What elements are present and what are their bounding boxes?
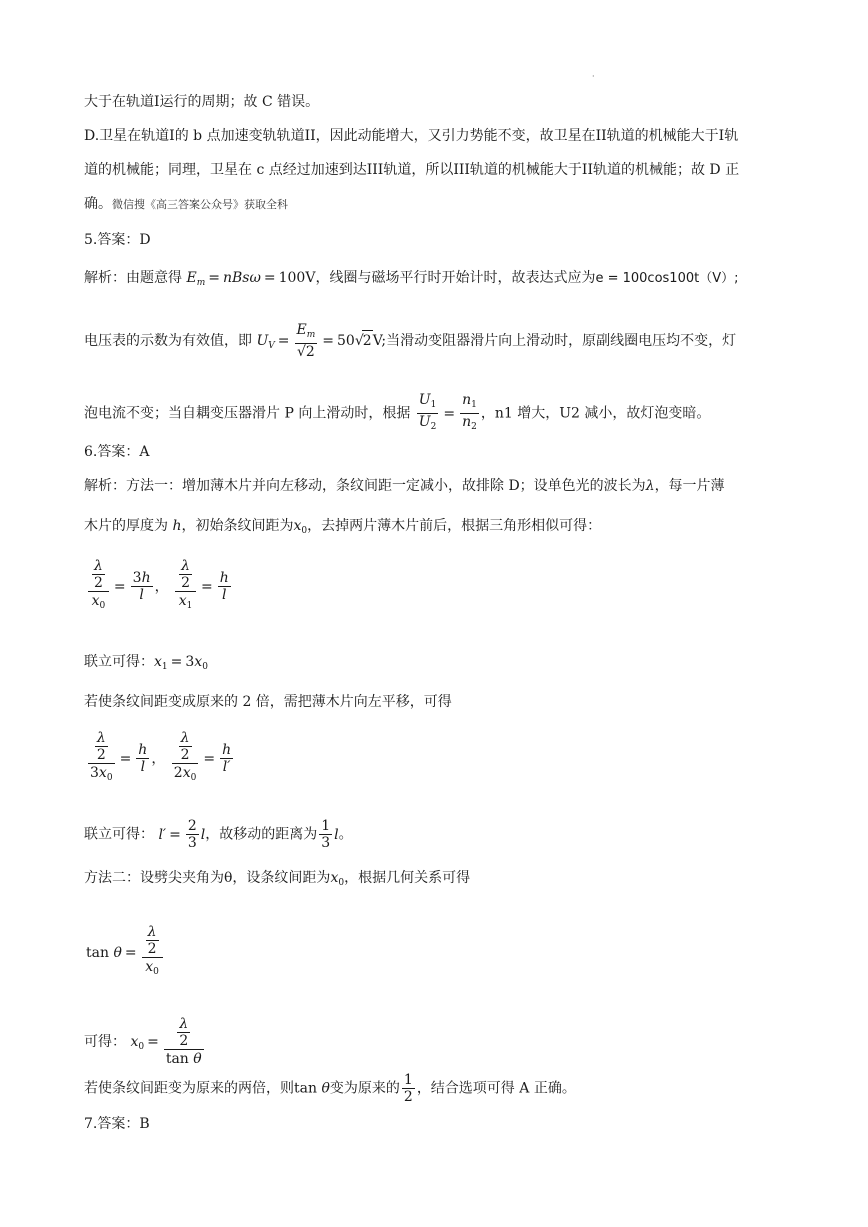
symbol-lambda: λ: [645, 478, 655, 494]
watermark-text: 微信搜《高三答案公众号》获取全科: [112, 198, 288, 211]
symbol-x0: $x_0$: [293, 518, 308, 536]
formula-similar-1: $\frac{\frac{\lambda}{2}}{x_0}$ = $\frac{3h}{l}$ ， $\frac{\frac{\lambda}{2}}{x_1}$ = $\frac{h}{l}$: [86, 558, 233, 615]
symbol-h: h: [168, 518, 182, 534]
text-segment: 联立可得：: [84, 826, 154, 843]
text-line: 若使条纹间距变成原来的 2 倍，需把薄木片向左平移，可得: [84, 694, 452, 710]
formula-ratio: $\frac{U_1}{U_2}$ = $\frac{n_1}{n_2}$: [418, 392, 477, 432]
text-line: [84, 516, 601, 541]
symbol-x0: $x_0$: [330, 870, 345, 888]
corner-mark: ·: [592, 72, 595, 81]
text-segment: 可得：: [84, 1034, 126, 1050]
text-line: 道的机械能；同理，卫星在 c 点经过加速到达III轨道，所以III轨道的机械能大于II轨道的机械能；故 D 正: [84, 162, 740, 178]
text-line: [84, 652, 208, 677]
text-line: [84, 1072, 576, 1105]
text-line: [84, 194, 288, 215]
formula-x0: $x_0$ = $\frac{\frac{\lambda}{2}}{\text{tan θ}}$: [130, 1016, 202, 1067]
text-segment: ，n1 增大，U2 减小，故灯泡变暗。: [480, 405, 711, 422]
text-segment: ，线圈与磁场平行时开始计时，故表达式应为: [315, 270, 596, 286]
text-segment: 确。: [84, 196, 112, 212]
text-segment: ，初始条纹间距为: [181, 518, 294, 534]
formula-e: e = 100cos100t（V）;: [595, 271, 739, 286]
text-segment: 解析：由题意得: [84, 270, 182, 286]
text-segment: 方法二：设劈尖夹角为θ，设条纹间距为: [84, 870, 331, 886]
text-line: 大于在轨道I运行的周期；故 C 错误。: [84, 94, 320, 110]
text-segment: 解析：方法一：增加薄木片并向左移动，条纹间距一定减小，故排除 D；设单色光的波长为: [84, 478, 646, 494]
text-segment: ，故移动的距离为: [205, 826, 318, 843]
answer-heading: 7.答案：B: [84, 1116, 150, 1132]
text-line: [84, 392, 710, 435]
text-line: [84, 868, 470, 893]
text-segment: ，结合选项可得 A 正确。: [416, 1080, 576, 1097]
text-segment: ;当滑动变阻器滑片向上滑动时，原副线圈电压均不变，灯: [381, 333, 737, 349]
answer-heading: 5.答案：D: [84, 232, 151, 248]
text-line: 联立可得： l′ = $\frac{2}{3}$ l，故移动的距离为 $\frac{1}{3}$ l。: [84, 818, 353, 851]
formula-x1: $x_1 = 3x_0$: [154, 654, 208, 672]
text-segment: 木片的厚度为: [84, 518, 168, 534]
text-line: [84, 476, 725, 496]
formula-tan-theta: tan θ: [294, 1080, 330, 1097]
text-segment: 电压表的示数为有效值，即: [84, 333, 252, 349]
text-line: [84, 268, 738, 293]
text-line: [84, 1016, 206, 1068]
text-segment: 若使条纹间距变为原来的两倍，则: [84, 1080, 294, 1097]
text-segment: 泡电流不变；当自耦变压器滑片 P 向上滑动时，根据: [84, 405, 411, 422]
formula-half: $\frac{1}{2}$: [403, 1072, 413, 1105]
formula-em: $E_m = nBs\omega = 100V$: [186, 270, 316, 288]
text-segment: ，根据几何关系可得: [344, 870, 471, 886]
formula-distance: $\frac{1}{3}$ l: [321, 818, 339, 851]
text-line: D.卫星在轨道I的 b 点加速变轨轨道II，因此动能增大，又引力势能不变，故卫星在II轨道的机械能大于I轨: [84, 128, 739, 144]
text-segment: 联立可得：: [84, 654, 154, 670]
text-segment: ，去掉两片薄木片前后，根据三角形相似可得：: [307, 518, 602, 534]
formula-uv: $U_V$ = $\frac{E_m}{√2}$ = 50√2V: [256, 322, 382, 360]
text-line: [84, 322, 736, 360]
formula-lprime: l′ = $\frac{2}{3}$ l: [158, 818, 206, 851]
formula-similar-2: $\frac{\frac{\lambda}{2}}{3x_0}$ = $\frac{h}{l}$ ， $\frac{\frac{\lambda}{2}}{2x_0}$ = $\frac{h}{l'}$: [90, 730, 232, 783]
text-segment: ，每一片薄: [654, 478, 725, 494]
formula-tan: tan θ = $\frac{\frac{\lambda}{2}}{x_0}$: [86, 924, 165, 981]
answer-heading: 6.答案：A: [84, 444, 150, 460]
text-segment: 变为原来的: [329, 1080, 400, 1097]
